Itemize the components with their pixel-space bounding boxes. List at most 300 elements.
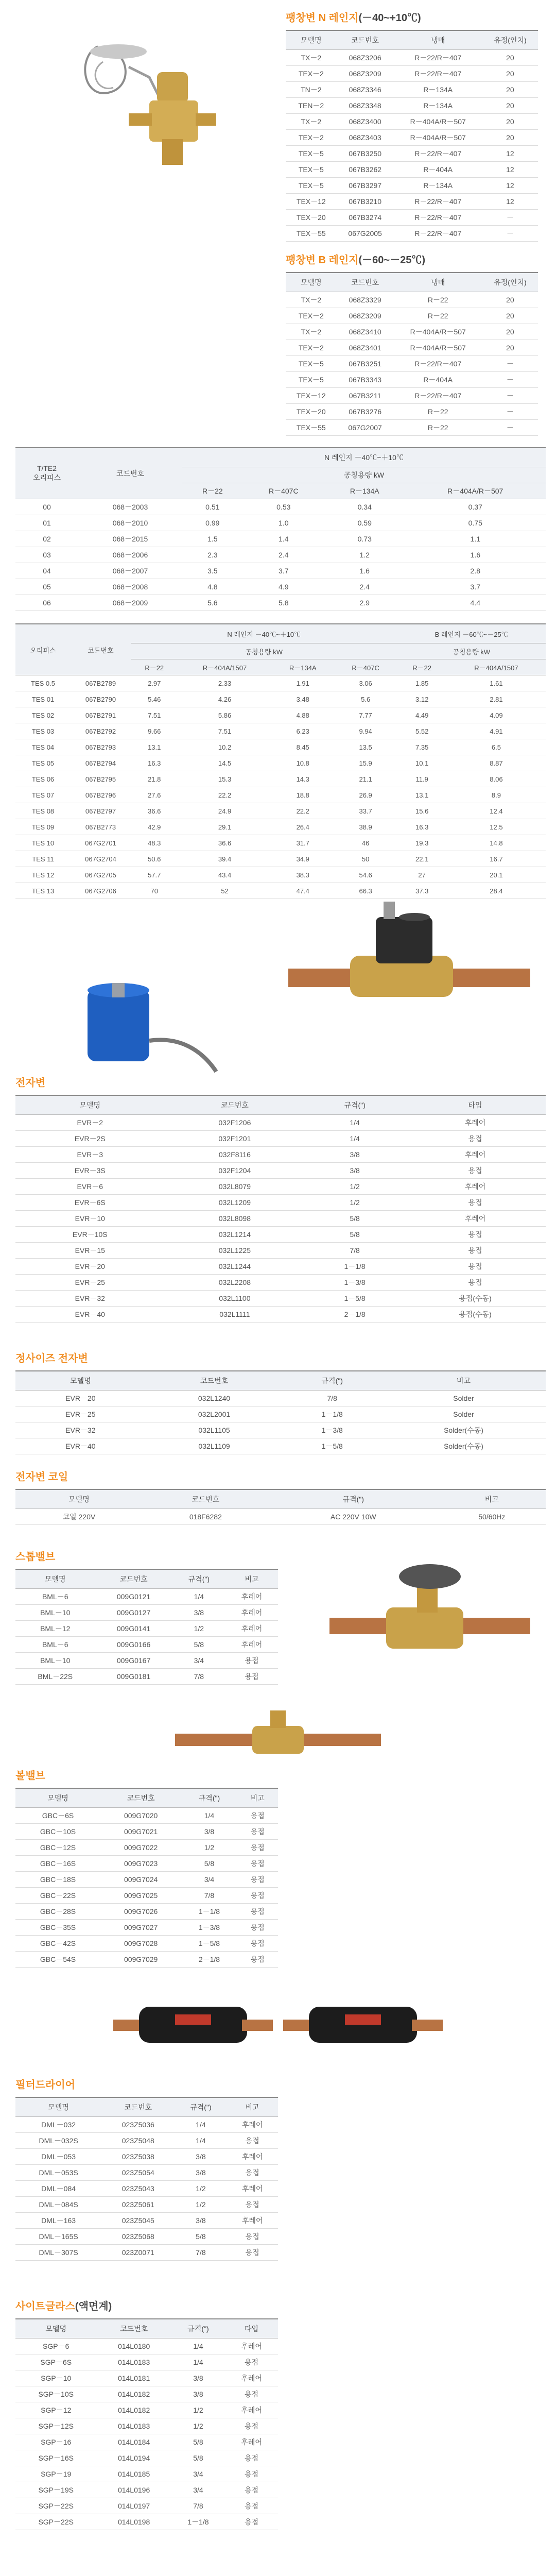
table-cell: 2.33 bbox=[178, 675, 271, 691]
table-cell: 16.3 bbox=[397, 819, 446, 835]
table-cell: 1.85 bbox=[397, 675, 446, 691]
table-row bbox=[15, 867, 546, 883]
table-row bbox=[15, 2354, 278, 2370]
table-row bbox=[286, 372, 538, 388]
table-cell: 50/60Hz bbox=[438, 1509, 546, 1525]
table-cell: 067B3262 bbox=[337, 162, 394, 178]
table-cell: 1/2 bbox=[171, 2418, 225, 2434]
table-cell: 3/4 bbox=[171, 2482, 225, 2498]
table-row bbox=[15, 1872, 278, 1888]
stop-valve-photo bbox=[329, 1556, 535, 1680]
table-cell: 068Z3410 bbox=[337, 324, 394, 340]
table-cell: 1/4 bbox=[305, 1115, 405, 1131]
table-cell: 2.97 bbox=[131, 675, 178, 691]
table-cell: BML－22S bbox=[15, 1669, 95, 1685]
table-cell: 032L2001 bbox=[146, 1406, 283, 1422]
table-cell: 014L0181 bbox=[96, 2370, 171, 2386]
table-cell: 1/2 bbox=[175, 2197, 227, 2213]
table-row bbox=[15, 2338, 278, 2354]
refrigerant-header: R－404A/R－507 bbox=[405, 483, 546, 499]
column-header: 비고 bbox=[225, 1569, 278, 1589]
column-header: 냉매 bbox=[394, 273, 482, 292]
table-cell: TES 12 bbox=[15, 867, 71, 883]
table-row bbox=[15, 2450, 278, 2466]
column-header: 모델명 bbox=[15, 2319, 96, 2338]
table-cell: 014L0194 bbox=[96, 2450, 171, 2466]
table-cell: 20 bbox=[482, 50, 538, 66]
table-cell: 1/2 bbox=[171, 2402, 225, 2418]
table-cell: 20 bbox=[482, 130, 538, 146]
table-cell: 032L2208 bbox=[165, 1275, 305, 1291]
table-cell: 6.5 bbox=[447, 739, 546, 755]
table-cell: 용접(수동) bbox=[405, 1307, 546, 1323]
table-cell: 067G2005 bbox=[337, 226, 394, 242]
table-row bbox=[15, 579, 546, 595]
table-cell: 032L1225 bbox=[165, 1243, 305, 1259]
table-cell: 10.1 bbox=[397, 755, 446, 771]
table-cell: DML－165S bbox=[15, 2229, 101, 2245]
table-row bbox=[286, 356, 538, 372]
table-cell: 032F1201 bbox=[165, 1131, 305, 1147]
table-row bbox=[15, 2482, 278, 2498]
refrigerant-header: R－22 bbox=[397, 659, 446, 675]
table-cell: 1.61 bbox=[447, 675, 546, 691]
table-cell: 용접 bbox=[237, 1824, 278, 1840]
table-cell: 067B3251 bbox=[337, 356, 394, 372]
table-cell: 067B2794 bbox=[71, 755, 131, 771]
refrigerant-header: R－404A/1507 bbox=[447, 659, 546, 675]
table-cell: DML－032S bbox=[15, 2133, 101, 2149]
table-cell: 068Z3209 bbox=[337, 308, 394, 324]
column-header: 타입 bbox=[405, 1095, 546, 1115]
table-cell: TEX－12 bbox=[286, 388, 337, 404]
table-cell: 후레어 bbox=[225, 2370, 278, 2386]
table-cell: TEX－2 bbox=[286, 130, 337, 146]
table-cell: 5.6 bbox=[334, 691, 397, 707]
table-cell: 032L1209 bbox=[165, 1195, 305, 1211]
table-cell: 0.53 bbox=[243, 499, 324, 515]
table-cell: 54.6 bbox=[334, 867, 397, 883]
table-cell: TX－2 bbox=[286, 292, 337, 308]
table-cell: 4.9 bbox=[243, 579, 324, 595]
column-header: 코드번호 bbox=[100, 1788, 181, 1808]
table-cell: R－22/R－407 bbox=[394, 194, 482, 210]
table-cell: 용접 bbox=[225, 2482, 278, 2498]
table-cell: 31.7 bbox=[272, 835, 334, 851]
table-cell: － bbox=[482, 210, 538, 226]
table-cell: 032L1111 bbox=[165, 1307, 305, 1323]
table-cell: 067B3297 bbox=[337, 178, 394, 194]
table-cell: 13.1 bbox=[397, 787, 446, 803]
table-cell: BML－6 bbox=[15, 1589, 95, 1605]
table-cell: EVR－3 bbox=[15, 1147, 165, 1163]
column-header: 코드번호 bbox=[143, 1489, 269, 1509]
table-cell: TES 08 bbox=[15, 803, 71, 819]
table-cell: 20 bbox=[482, 82, 538, 98]
table-cell: 067G2704 bbox=[71, 851, 131, 867]
table-cell: TES 11 bbox=[15, 851, 71, 867]
table-cell: 068Z3401 bbox=[337, 340, 394, 356]
table-cell: 068Z3346 bbox=[337, 82, 394, 98]
table-cell: EVR－32 bbox=[15, 1422, 146, 1438]
refrigerant-header: R－407C bbox=[243, 483, 324, 499]
table-cell: 5/8 bbox=[171, 2434, 225, 2450]
table-cell: R－134A bbox=[394, 178, 482, 194]
table-cell: TEX－5 bbox=[286, 356, 337, 372]
table-row bbox=[15, 563, 546, 579]
table-row bbox=[15, 1840, 278, 1856]
table-cell: 032L1105 bbox=[146, 1422, 283, 1438]
table-cell: 067B3210 bbox=[337, 194, 394, 210]
table-cell: GBC－12S bbox=[15, 1840, 100, 1856]
table-cell: 5.86 bbox=[178, 707, 271, 723]
table-cell: GBC－35S bbox=[15, 1920, 100, 1936]
table-cell: R－404A/R－507 bbox=[394, 114, 482, 130]
table-cell: 0.73 bbox=[324, 531, 405, 547]
table-row bbox=[15, 595, 546, 611]
table-cell: 06 bbox=[15, 595, 78, 611]
table-cell: EVR－2 bbox=[15, 1115, 165, 1131]
table-cell: Solder(수동) bbox=[381, 1422, 546, 1438]
table-cell: TEX－5 bbox=[286, 162, 337, 178]
table-cell: 1/4 bbox=[172, 1589, 225, 1605]
table-cell: 067B3274 bbox=[337, 210, 394, 226]
table-row bbox=[15, 1952, 278, 1968]
column-header: 비고 bbox=[237, 1788, 278, 1808]
table-cell: 023Z5061 bbox=[101, 2197, 175, 2213]
table-cell: GBC－22S bbox=[15, 1888, 100, 1904]
table-cell: R－404A bbox=[394, 372, 482, 388]
column-header: 코드번호 bbox=[337, 273, 394, 292]
table-cell: R－22/R－407 bbox=[394, 66, 482, 82]
table-row bbox=[15, 1808, 278, 1824]
table-cell: TES 13 bbox=[15, 883, 71, 899]
column-header: 코드번호 bbox=[101, 2097, 175, 2117]
table-cell: 023Z5036 bbox=[101, 2117, 175, 2133]
table-cell: 11.9 bbox=[397, 771, 446, 787]
table-row bbox=[286, 146, 538, 162]
table-cell: EVR－25 bbox=[15, 1406, 146, 1422]
table-cell: 3/8 bbox=[172, 1605, 225, 1621]
table-cell: 13.5 bbox=[334, 739, 397, 755]
table-cell: SGP－6S bbox=[15, 2354, 96, 2370]
table-row bbox=[15, 2165, 278, 2181]
table-row bbox=[15, 1605, 278, 1621]
solenoid-table bbox=[15, 1095, 546, 1323]
table-row bbox=[286, 194, 538, 210]
table-row bbox=[15, 1904, 278, 1920]
table-cell: 023Z5068 bbox=[101, 2229, 175, 2245]
table-row bbox=[15, 1211, 546, 1227]
table-cell: 067B3343 bbox=[337, 372, 394, 388]
table-row bbox=[15, 1179, 546, 1195]
table-cell: 0.99 bbox=[182, 515, 243, 531]
table-cell: 용접 bbox=[225, 1653, 278, 1669]
table-cell: TES 02 bbox=[15, 707, 71, 723]
table-row bbox=[15, 547, 546, 563]
table-cell: TX－2 bbox=[286, 324, 337, 340]
table-cell: 2.4 bbox=[243, 547, 324, 563]
table-cell: 1－1/8 bbox=[171, 2514, 225, 2530]
table-cell: GBC－10S bbox=[15, 1824, 100, 1840]
table-cell: SGP－12S bbox=[15, 2418, 96, 2434]
table-cell: 068Z3348 bbox=[337, 98, 394, 114]
table-cell: 067B2791 bbox=[71, 707, 131, 723]
table-cell: BML－10 bbox=[15, 1605, 95, 1621]
column-header: 유정(인치) bbox=[482, 273, 538, 292]
table-cell: 6.23 bbox=[272, 723, 334, 739]
table-cell: 26.9 bbox=[334, 787, 397, 803]
table-cell: 014L0183 bbox=[96, 2354, 171, 2370]
table-cell: 7/8 bbox=[181, 1888, 237, 1904]
table-cell: － bbox=[482, 420, 538, 436]
table-cell: 067B2773 bbox=[71, 819, 131, 835]
table-cell: TES 07 bbox=[15, 787, 71, 803]
table-cell: 2.8 bbox=[405, 563, 546, 579]
table-cell: 014L0198 bbox=[96, 2514, 171, 2530]
table-cell: 1/2 bbox=[181, 1840, 237, 1856]
table-cell: 3/8 bbox=[175, 2149, 227, 2165]
refrigerant-header: R－22 bbox=[131, 659, 178, 675]
table-cell: 009G0141 bbox=[95, 1621, 172, 1637]
table-cell: 0.75 bbox=[405, 515, 546, 531]
table-cell: 068Z3209 bbox=[337, 66, 394, 82]
table-cell: 4.26 bbox=[178, 691, 271, 707]
table-cell: 1.91 bbox=[272, 675, 334, 691]
column-header: 모델명 bbox=[286, 273, 337, 292]
table-cell: 1－1/8 bbox=[283, 1406, 381, 1422]
table-cell: TEX－55 bbox=[286, 226, 337, 242]
table-cell: 37.3 bbox=[397, 883, 446, 899]
table-row bbox=[15, 1275, 546, 1291]
table-cell: 39.4 bbox=[178, 851, 271, 867]
filter-drier-photo bbox=[113, 1978, 443, 2071]
table-cell: TES 10 bbox=[15, 835, 71, 851]
table-cell: 후레어 bbox=[405, 1147, 546, 1163]
table-cell: 8.06 bbox=[447, 771, 546, 787]
table-row bbox=[15, 531, 546, 547]
table-cell: 후레어 bbox=[225, 2402, 278, 2418]
column-header: 코드번호 bbox=[337, 30, 394, 50]
table-cell: 067G2706 bbox=[71, 883, 131, 899]
table-cell: 5/8 bbox=[172, 1637, 225, 1653]
table-cell: GBC－54S bbox=[15, 1952, 100, 1968]
table-cell: 009G7025 bbox=[100, 1888, 181, 1904]
filter-title: 필터드라이어 bbox=[15, 2079, 75, 2091]
table-cell: 20 bbox=[482, 340, 538, 356]
table-cell: 009G7026 bbox=[100, 1904, 181, 1920]
table-cell: TES 06 bbox=[15, 771, 71, 787]
table-cell: 12.5 bbox=[447, 819, 546, 835]
table-cell: 9.66 bbox=[131, 723, 178, 739]
table-cell: 3/8 bbox=[175, 2165, 227, 2181]
table-cell: TX－2 bbox=[286, 114, 337, 130]
table-cell: 068－2009 bbox=[78, 595, 182, 611]
table-cell: 067B2797 bbox=[71, 803, 131, 819]
table-cell: 1/4 bbox=[171, 2354, 225, 2370]
table-cell: TEN－2 bbox=[286, 98, 337, 114]
table-cell: 용접 bbox=[227, 2197, 278, 2213]
table-cell: TEX－5 bbox=[286, 372, 337, 388]
table-row bbox=[15, 803, 546, 819]
table-cell: SGP－6 bbox=[15, 2338, 96, 2354]
table-row bbox=[286, 114, 538, 130]
table-cell: 1.6 bbox=[324, 563, 405, 579]
table-cell: SGP－19 bbox=[15, 2466, 96, 2482]
table-cell: 9.94 bbox=[334, 723, 397, 739]
table-cell: SGP－10 bbox=[15, 2370, 96, 2386]
table-cell: 009G7024 bbox=[100, 1872, 181, 1888]
table-cell: 후레어 bbox=[227, 2181, 278, 2197]
table-cell: SGP－16 bbox=[15, 2434, 96, 2450]
table-cell: 27.6 bbox=[131, 787, 178, 803]
column-header: 코드번호 bbox=[165, 1095, 305, 1115]
table-row bbox=[286, 388, 538, 404]
table-cell: R－404A/R－507 bbox=[394, 130, 482, 146]
table-cell: 2.81 bbox=[447, 691, 546, 707]
column-header: 비고 bbox=[381, 1371, 546, 1391]
table-cell: 5/8 bbox=[175, 2229, 227, 2245]
refrigerant-header: R－134A bbox=[272, 659, 334, 675]
table-cell: 용접 bbox=[405, 1163, 546, 1179]
table-cell: 032L8079 bbox=[165, 1179, 305, 1195]
table-cell: BML－10 bbox=[15, 1653, 95, 1669]
table-cell: TEX－5 bbox=[286, 146, 337, 162]
table-cell: 1/4 bbox=[305, 1131, 405, 1147]
table-row bbox=[15, 1227, 546, 1243]
table-cell: 용접 bbox=[237, 1808, 278, 1824]
table-cell: 1.4 bbox=[243, 531, 324, 547]
table-cell: 068－2003 bbox=[78, 499, 182, 515]
table-cell: 용접 bbox=[405, 1259, 546, 1275]
table-cell: DML－053S bbox=[15, 2165, 101, 2181]
table-cell: 3.12 bbox=[397, 691, 446, 707]
table-row bbox=[286, 66, 538, 82]
table-cell: 용접 bbox=[225, 2354, 278, 2370]
table-cell: 067B2789 bbox=[71, 675, 131, 691]
table-cell: 24.9 bbox=[178, 803, 271, 819]
table-cell: 4.8 bbox=[182, 579, 243, 595]
table-row bbox=[286, 130, 538, 146]
table-cell: 21.1 bbox=[334, 771, 397, 787]
table-cell: 용접 bbox=[225, 2466, 278, 2482]
table-cell: 023Z0071 bbox=[101, 2245, 175, 2261]
table-cell: 5/8 bbox=[305, 1227, 405, 1243]
table-row bbox=[15, 2498, 278, 2514]
table-cell: 19.3 bbox=[397, 835, 446, 851]
table-cell: 용접 bbox=[237, 1888, 278, 1904]
column-header: 규격(") bbox=[269, 1489, 438, 1509]
table-cell: 032L1240 bbox=[146, 1391, 283, 1406]
table-cell: 용접 bbox=[237, 1856, 278, 1872]
table-cell: 032L1109 bbox=[146, 1438, 283, 1454]
normal-open-title: 정사이즈 전자변 bbox=[15, 1353, 88, 1364]
table-cell: 용접 bbox=[225, 2498, 278, 2514]
table-cell: TN－2 bbox=[286, 82, 337, 98]
table-cell: 16.7 bbox=[447, 851, 546, 867]
table-cell: 1/4 bbox=[181, 1808, 237, 1824]
table-cell: 8.87 bbox=[447, 755, 546, 771]
table-row bbox=[15, 1422, 546, 1438]
table-cell: 067B3250 bbox=[337, 146, 394, 162]
table-cell: 용접 bbox=[225, 1669, 278, 1685]
column-header: 규격(") bbox=[283, 1371, 381, 1391]
table-cell: 2.3 bbox=[182, 547, 243, 563]
table-cell: 1/2 bbox=[172, 1621, 225, 1637]
table-row bbox=[286, 308, 538, 324]
table-cell: － bbox=[482, 404, 538, 420]
table-cell: 용접 bbox=[227, 2133, 278, 2149]
table-row bbox=[15, 2213, 278, 2229]
table-cell: 068Z3206 bbox=[337, 50, 394, 66]
table-cell: SGP－19S bbox=[15, 2482, 96, 2498]
table-cell: Solder bbox=[381, 1406, 546, 1422]
table-cell: 01 bbox=[15, 515, 78, 531]
table-cell: DML－053 bbox=[15, 2149, 101, 2165]
table-cell: 3.7 bbox=[405, 579, 546, 595]
table-cell: 2－1/8 bbox=[305, 1307, 405, 1323]
table-row bbox=[15, 1115, 546, 1131]
table-row bbox=[15, 1243, 546, 1259]
table-row bbox=[15, 2466, 278, 2482]
table-cell: 12.4 bbox=[447, 803, 546, 819]
table-cell: 032F1204 bbox=[165, 1163, 305, 1179]
column-header: 모델명 bbox=[286, 30, 337, 50]
table-cell: 38.3 bbox=[272, 867, 334, 883]
table-cell: 7/8 bbox=[171, 2498, 225, 2514]
table-cell: 014L0184 bbox=[96, 2434, 171, 2450]
table-cell: EVR－40 bbox=[15, 1438, 146, 1454]
table-cell: 후레어 bbox=[225, 1637, 278, 1653]
table-cell: 20 bbox=[482, 114, 538, 130]
table-row bbox=[15, 1291, 546, 1307]
table-cell: 5.6 bbox=[182, 595, 243, 611]
table-cell: 용접 bbox=[225, 2386, 278, 2402]
table-cell: 용접 bbox=[225, 2450, 278, 2466]
table-row bbox=[15, 675, 546, 691]
table-cell: 1－5/8 bbox=[305, 1291, 405, 1307]
table-cell: 용접 bbox=[225, 2418, 278, 2434]
table-cell: 70 bbox=[131, 883, 178, 899]
table-row bbox=[15, 771, 546, 787]
table-cell: 12 bbox=[482, 178, 538, 194]
table-row bbox=[286, 162, 538, 178]
table-cell: 0.51 bbox=[182, 499, 243, 515]
table-cell: EVR－32 bbox=[15, 1291, 165, 1307]
table-cell: 3.7 bbox=[243, 563, 324, 579]
table-cell: 7/8 bbox=[175, 2245, 227, 2261]
table-cell: SGP－10S bbox=[15, 2386, 96, 2402]
table-cell: R－22 bbox=[394, 404, 482, 420]
table-cell: 0.34 bbox=[324, 499, 405, 515]
table-cell: R－404A bbox=[394, 162, 482, 178]
table-row bbox=[15, 2245, 278, 2261]
table-row bbox=[15, 1637, 278, 1653]
table-cell: 023Z5048 bbox=[101, 2133, 175, 2149]
table-cell: TES 09 bbox=[15, 819, 71, 835]
table-cell: 후레어 bbox=[227, 2149, 278, 2165]
table-cell: 032L1214 bbox=[165, 1227, 305, 1243]
coil-table bbox=[15, 1489, 546, 1525]
table-cell: － bbox=[482, 356, 538, 372]
table-cell: 1/2 bbox=[175, 2181, 227, 2197]
table-cell: 3/8 bbox=[171, 2370, 225, 2386]
table-cell: 5.46 bbox=[131, 691, 178, 707]
table-cell: 28.4 bbox=[447, 883, 546, 899]
table-row bbox=[15, 2418, 278, 2434]
table-cell: EVR－20 bbox=[15, 1259, 165, 1275]
column-header: 유정(인치) bbox=[482, 30, 538, 50]
